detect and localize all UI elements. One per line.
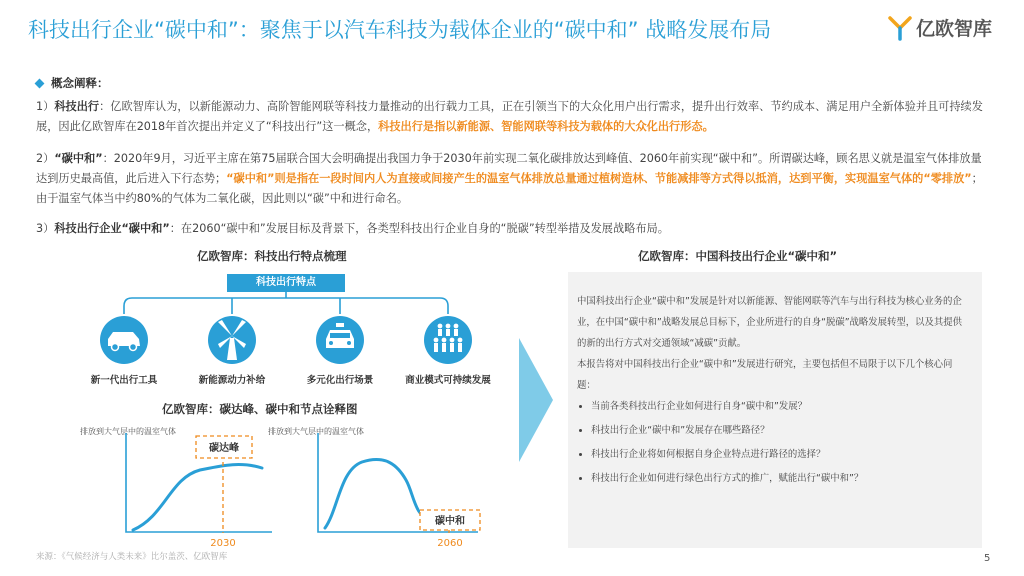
p3-text: ：在2060“碳中和”发展目标及背景下，各类型科技出行企业自身的“脱碳”转型举措及发展战略布局。 [169,222,669,235]
list-item: • 科技出行企业将如何根据自身企业特点进行路径的选择？ [591,444,971,465]
logo-mark-icon [888,15,912,41]
chart-title: 亿欧智库：碳达峰、碳中和节点诠释图 [162,402,358,416]
logo-text: 亿欧智库 [916,18,993,40]
page-title: 科技出行企业“碳中和”：聚焦于以汽车科技为载体企业的“碳中和” 战略发展布局 [28,18,772,42]
chart2-ylabel: 排放到大气层中的温室气体 [268,427,364,436]
chart2-series-line [325,459,432,528]
list-item: • 当前各类科技出行企业如何进行自身“碳中和”发展？ [591,396,971,417]
list-item: • 科技出行企业如何进行绿色出行方式的推广，赋能出行“碳中和”？ [591,468,971,489]
feature-label-scenario: 多元化出行场景 [306,375,374,386]
feature-label-energy: 新能源动力补给 [198,375,266,386]
page-number: 5 [984,553,991,564]
p2-highlight: “碳中和”则是指在一段时间内人为直接或间接产生的温室气体排放总量通过植树造林、节能减排等方式得以抵消，达到平衡，实现温室气体的“零排放” [226,172,972,185]
p3-term: 科技出行企业“碳中和” [54,222,170,235]
features-title: 亿欧智库：科技出行特点梳理 [197,249,347,263]
source-note: 来源：《气候经济与人类未来》比尔盖茨、亿欧智库 [36,552,228,562]
feature-label-vehicle: 新一代出行工具 [90,375,158,386]
chart1-series-line [133,464,262,530]
chart2-annotation-label: 碳中和 [435,516,465,527]
question-list [577,396,971,489]
chart2-x-tick: 2060 [437,538,463,549]
p1-number: 1） [36,100,55,113]
p1-highlight: 科技出行是指以新能源、智能网联等科技为载体的大众化出行形态。 [378,120,714,133]
feature-label-business: 商业模式可持续发展 [405,375,491,386]
chart1-ylabel: 排放到大气层中的温室气体 [80,427,176,436]
p1-text: ：亿欧智库认为，以新能源动力、高阶智能网联等科技力量推动的出行载力工具，正在引领当下的大众化用户出行需求，提升出行效率、节约成本、满足用户全新体验并且可持续发展，因此亿欧智库在2018年首次提出并定义了“科技出行”这一概念， [36,100,983,133]
chart1-annotation-label: 碳达峰 [209,443,239,454]
p2-tail: ；由于温室气体当中约80%的气体为二氧化碳，因此则以“碳”中和进行命名。 [36,172,983,205]
right-panel-text [577,291,971,492]
p3-number: 3） [36,222,55,235]
p2-text: ：2020年9月，习近平主席在第75届联合国大会明确提出我国力争于2030年前实现二氧化碳排放达到峰值、2060年前实现“碳中和”。所谓碳达峰，顾名思义就是温室气体排放量达到历史最高值，此后进入下行态势； [36,152,982,185]
arrow-icon [519,338,555,462]
right-panel-title: 亿欧智库：中国科技出行企业“碳中和” [638,249,838,263]
p2-number: 2） [36,152,55,165]
p2-term: “碳中和” [54,152,103,165]
logo [888,14,992,41]
concept-heading-label: 概念阐释： [51,76,109,90]
right-panel-intro2: 本报告将对中国科技出行企业“碳中和”发展进行研究，主要包括但不局限于以下几个核心问题： [577,359,953,391]
list-item: • 科技出行企业“碳中和”发展存在哪些路径？ [591,420,971,441]
features-tag: 科技出行特点 [227,274,345,292]
p1-term: 科技出行 [54,100,100,113]
right-panel-intro: 中国科技出行企业“碳中和”发展是针对以新能源、智能网联等汽车与出行科技为核心业务的企业，在中国“碳中和”战略发展总目标下，企业所进行的自身“脱碳”战略发展转型，以及其提供的新的出行方式对交通领域“减碳”贡献。 [577,296,963,349]
chart1-x-tick: 2030 [210,538,236,549]
